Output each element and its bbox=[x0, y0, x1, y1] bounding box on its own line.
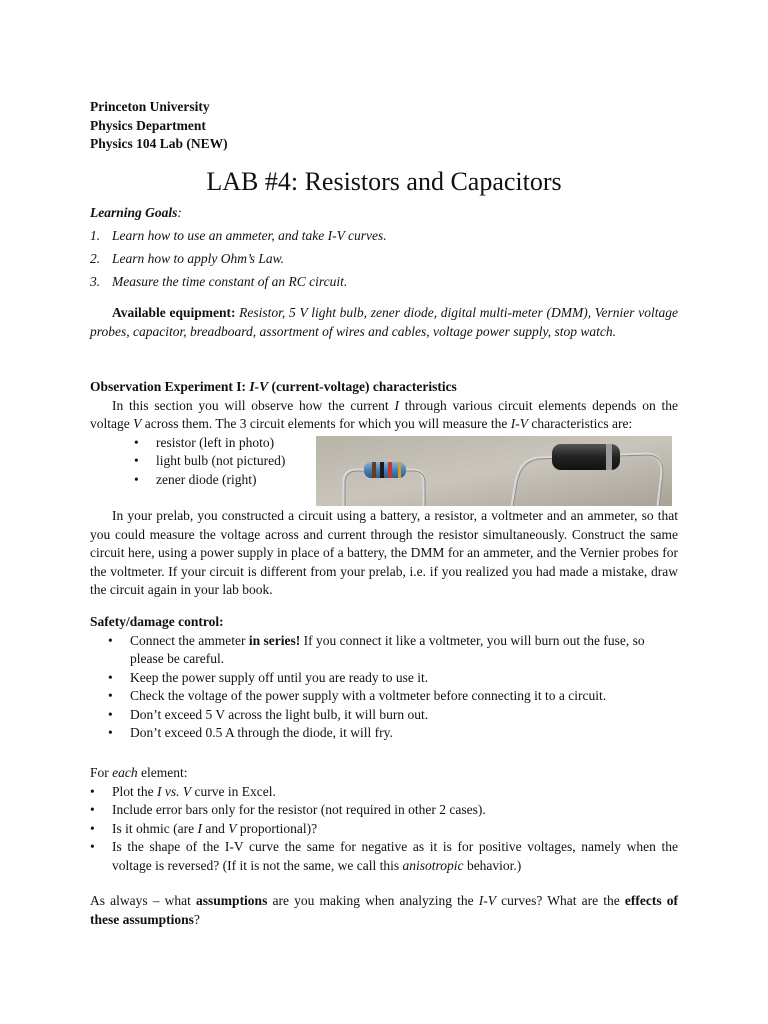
list-item: 3. Measure the time constant of an RC circuit. bbox=[90, 274, 348, 289]
equipment-paragraph bbox=[90, 304, 678, 341]
learning-goals-list bbox=[90, 227, 387, 292]
resistor-band bbox=[398, 462, 401, 478]
analysis-section bbox=[90, 764, 678, 875]
list-item: • Plot the I vs. V curve in Excel. bbox=[90, 783, 678, 802]
list-item: • zener diode (right) bbox=[134, 471, 678, 490]
components-photo bbox=[316, 436, 672, 506]
page-title: LAB #4: Resistors and Capacitors bbox=[206, 167, 562, 196]
equipment-text: Resistor, 5 V light bulb, zener diode, digital multi-meter (DMM), Vernier voltage probes, capacitor, breadboard, assortment of wires and cables, voltage power supply, stop watch. bbox=[90, 305, 678, 339]
list-item: • light bulb (not pictured) bbox=[134, 452, 678, 471]
list-item: 2. Learn how to apply Ohm’s Law. bbox=[90, 251, 285, 266]
analysis-list bbox=[90, 783, 678, 876]
resistor-band bbox=[380, 462, 384, 478]
document-header bbox=[90, 98, 228, 154]
equipment-label: Available equipment: bbox=[112, 305, 236, 320]
list-item: • Don’t exceed 0.5 A through the diode, it will fry. bbox=[108, 724, 678, 743]
list-item: • Is it ohmic (are I and V proportional)? bbox=[90, 820, 678, 839]
list-item: • Connect the ammeter in series! If you connect it like a voltmeter, you will burn out the fuse, so please be careful. bbox=[108, 632, 678, 669]
learning-goals-heading: Learning Goals bbox=[90, 205, 178, 220]
safety-section bbox=[90, 613, 678, 743]
list-item: 1. Learn how to use an ammeter, and take I-V curves. bbox=[90, 228, 387, 243]
list-item: • Keep the power supply off until you are ready to use it. bbox=[108, 669, 678, 688]
header-university: Princeton University bbox=[90, 99, 210, 114]
resistor-band bbox=[372, 462, 376, 478]
list-item: • Don’t exceed 5 V across the light bulb, it will burn out. bbox=[108, 706, 678, 725]
header-department: Physics Department bbox=[90, 117, 206, 133]
observation-intro: In this section you will observe how the current I through various circuit elements depends on the voltage V across them. The 3 circuit elements for which you will measure the I-V characteristics are: bbox=[90, 397, 678, 431]
analysis-intro: For each element: bbox=[90, 765, 188, 780]
diode-band bbox=[606, 444, 612, 470]
closing-paragraph: As always – what assumptions are you making when analyzing the I-V curves? What are the effects of these assumptions? bbox=[90, 893, 678, 927]
header-course: Physics 104 Lab (NEW) bbox=[90, 136, 228, 151]
list-item: • resistor (left in photo) bbox=[134, 434, 678, 453]
section-heading: Observation Experiment I: I-V (current-voltage) characteristics bbox=[90, 379, 457, 394]
prelab-paragraph: In your prelab, you constructed a circuit using a battery, a resistor, a voltmeter and an ammeter, so that you could measure the voltage across and current through the resistor simultaneously. Construct the same circuit here, using a power supply in place of a battery, the DMM for an ammeter, and the Vernier probes for the voltmeter. If your circuit is different from your prelab, i.e. if you realized you had made a mistake, draw the circuit again in your lab book. bbox=[90, 508, 678, 597]
list-item: • Check the voltage of the power supply with a voltmeter before connecting it to a circuit. bbox=[108, 687, 678, 706]
section-heading: Safety/damage control: bbox=[90, 614, 224, 629]
safety-list bbox=[90, 632, 678, 743]
learning-goals: Learning Goals: 1. Learn how to use an ammeter, and take I-V curves. 2. Learn how to apply Ohm’s Law. 3. Measure the time constant of an RC circuit. bbox=[90, 204, 387, 292]
resistor-band bbox=[388, 462, 392, 478]
list-item: • Include error bars only for the resistor (not required in other 2 cases). bbox=[90, 801, 678, 820]
list-item: • Is the shape of the I-V curve the same for negative as it is for positive voltages, namely when the voltage is reversed? (If it is not the same, we call this anisotropic behavior.) bbox=[90, 838, 678, 875]
